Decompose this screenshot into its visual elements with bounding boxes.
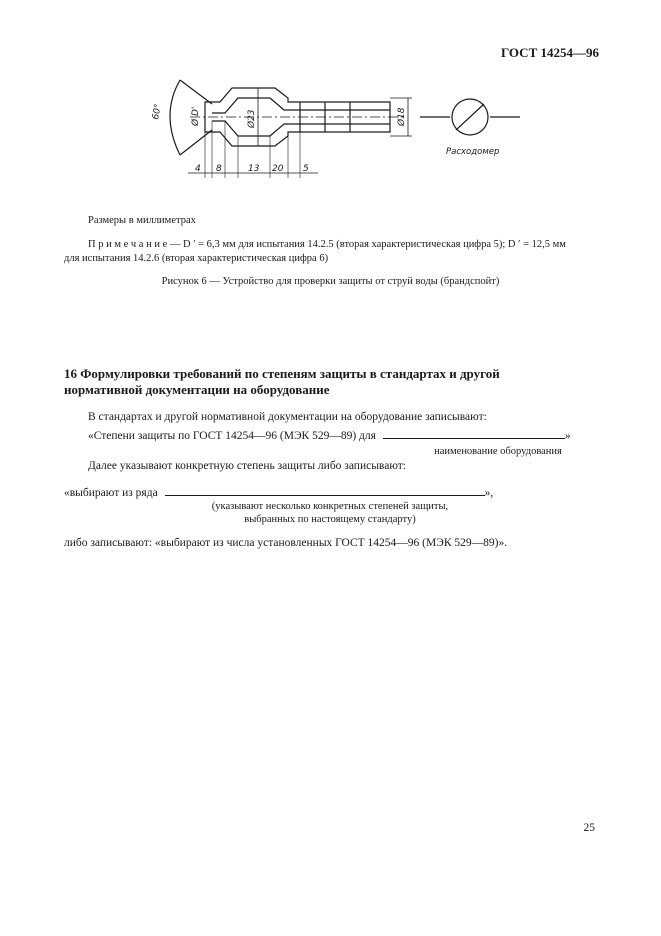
note-text: — D ′ = 6,3 мм для испытания 14.2.5 (вторая характеристическая цифра 5); D ′ = 12,5 мм — [167, 239, 566, 250]
paragraph-5: либо записывают: «выбирают из числа установленных ГОСТ 14254—96 (МЭК 529—89)». — [64, 537, 508, 549]
caption-line-2: выбранных по настоящему стандарту) — [244, 514, 416, 525]
equipment-name-caption: наименование оборудования — [434, 446, 562, 457]
para2-text: «Степени защиты по ГОСТ 14254—96 (МЭК 529—89) для — [88, 430, 376, 442]
units-note: Размеры в миллиметрах — [88, 215, 196, 226]
paragraph-4 — [64, 484, 564, 501]
svg-text:5: 5 — [303, 164, 309, 174]
page-number: 25 — [583, 822, 595, 834]
paragraph-1: В стандартах и другой нормативной документации на оборудование записывают: — [88, 411, 487, 423]
nozzle-figure — [150, 60, 620, 195]
figure-note-line1 — [88, 238, 608, 252]
svg-text:Ø18: Ø18 — [397, 107, 407, 126]
para4-text: «выбирают из ряда — [64, 487, 158, 499]
equipment-name-blank — [383, 427, 565, 439]
svg-text:8: 8 — [216, 164, 222, 174]
nozzle-drawing — [150, 60, 620, 195]
section-heading — [64, 366, 584, 398]
standard-code-header: ГОСТ 14254—96 — [500, 45, 599, 60]
svg-text:Расходомер: Расходомер — [446, 147, 500, 157]
heading-line-1: 16 Формулировки требований по степеням защиты в стандартах и другой — [64, 366, 500, 381]
svg-text:20: 20 — [272, 164, 284, 174]
paragraph-2 — [88, 427, 598, 444]
caption-line-1: (указывают несколько конкретных степеней защиты, — [211, 501, 449, 512]
svg-text:4: 4 — [195, 164, 201, 174]
note-prefix: П р и м е ч а н и е — [88, 239, 168, 250]
protection-degrees-caption — [180, 500, 480, 526]
paragraph-3: Далее указывают конкретную степень защиты либо записывают: — [88, 460, 406, 472]
protection-degrees-blank — [165, 484, 485, 496]
figure-caption: Рисунок 6 — Устройство для проверки защиты от струй воды (брандспойт) — [161, 276, 500, 287]
svg-text:60°: 60° — [151, 103, 164, 121]
para4-close-quote: », — [484, 487, 494, 499]
svg-text:Ø D': Ø D' — [191, 106, 201, 126]
figure-note-line2: для испытания 14.2.6 (вторая характеристическая цифра 6) — [64, 253, 329, 264]
svg-text:Ø23: Ø23 — [247, 109, 257, 128]
svg-text:13: 13 — [248, 164, 260, 174]
para2-close-quote: » — [564, 430, 571, 442]
heading-line-2: нормативной документации на оборудование — [64, 382, 330, 397]
